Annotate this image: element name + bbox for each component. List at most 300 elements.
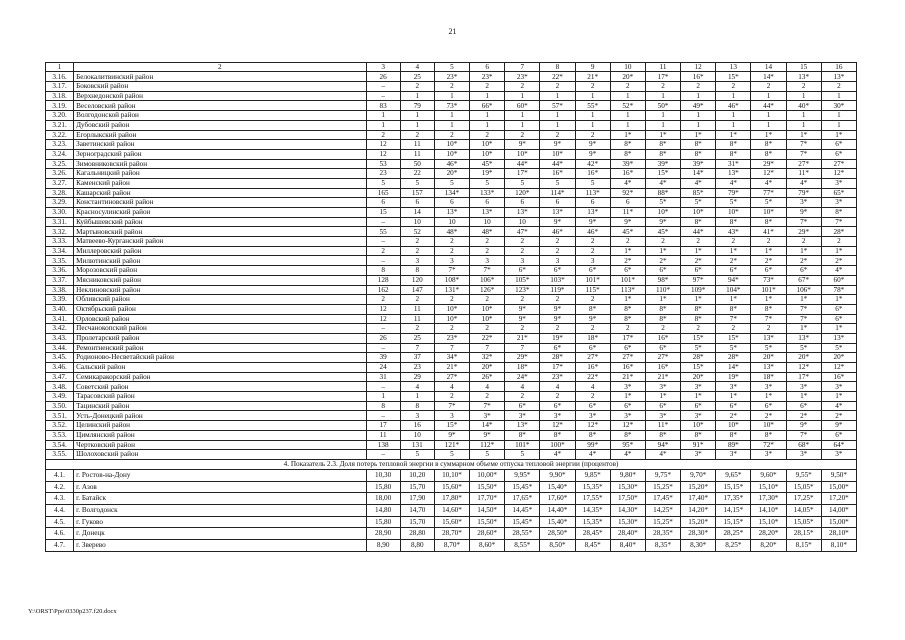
value-cell: 14,20* — [681, 504, 716, 516]
value-cell: 1 — [716, 120, 751, 130]
value-cell: 9,50* — [821, 469, 856, 481]
value-cell: 8,25* — [716, 540, 751, 552]
value-cell: – — [366, 217, 400, 227]
table-row — [46, 528, 857, 540]
value-cell: 28,55* — [505, 528, 540, 540]
value-cell: 6 — [575, 198, 610, 208]
value-cell: 12 — [681, 63, 716, 72]
value-cell: 44* — [681, 227, 716, 237]
value-cell: 16* — [610, 169, 645, 179]
value-cell: 8 — [540, 63, 575, 72]
value-cell: 2 — [400, 82, 434, 92]
value-cell: 5 — [470, 450, 505, 460]
value-cell: 3* — [610, 411, 645, 421]
value-cell: 3* — [681, 382, 716, 392]
row-number-cell: 3.34. — [46, 246, 74, 256]
table-row — [46, 130, 857, 140]
value-cell: 8,35* — [645, 540, 680, 552]
value-cell: 28,40* — [610, 528, 645, 540]
value-cell: 8* — [716, 217, 751, 227]
row-number-cell: 3.41. — [46, 314, 74, 324]
value-cell: 14* — [470, 421, 505, 431]
value-cell: 10,00* — [470, 469, 505, 481]
value-cell: 3 — [400, 411, 434, 421]
value-cell: 8* — [610, 304, 645, 314]
value-cell: 15,00* — [821, 516, 856, 528]
row-number-cell: 3.24. — [46, 149, 74, 159]
value-cell: 44* — [505, 159, 540, 169]
row-number-cell: 3.35. — [46, 256, 74, 266]
row-number-cell: 4.5. — [46, 516, 74, 528]
value-cell: 2* — [645, 256, 680, 266]
value-cell: 8,55* — [505, 540, 540, 552]
name-cell: Белокалитвинский район — [74, 72, 366, 82]
value-cell: 2 — [434, 237, 469, 247]
name-cell: Мартыновский район — [74, 227, 366, 237]
value-cell: 6* — [786, 401, 821, 411]
value-cell: 13* — [505, 421, 540, 431]
value-cell: 43* — [716, 227, 751, 237]
value-cell: 15,60* — [434, 516, 469, 528]
table-row — [46, 217, 857, 227]
value-cell: 12 — [366, 304, 400, 314]
value-cell: 44* — [540, 159, 575, 169]
value-cell: 114* — [540, 188, 575, 198]
value-cell: 16* — [821, 372, 856, 382]
value-cell: 26 — [366, 333, 400, 343]
value-cell: 6* — [821, 430, 856, 440]
value-cell: 2 — [575, 392, 610, 402]
value-cell: 2 — [681, 82, 716, 92]
value-cell: 5 — [470, 178, 505, 188]
value-cell: 27* — [821, 159, 856, 169]
value-cell: 4 — [400, 382, 434, 392]
value-cell: 60* — [821, 275, 856, 285]
value-cell: 7 — [400, 343, 434, 353]
value-cell: 1 — [575, 120, 610, 130]
value-cell: 20* — [786, 353, 821, 363]
value-cell: 8* — [716, 149, 751, 159]
table-row — [46, 237, 857, 247]
table-row — [46, 295, 857, 305]
table-row — [46, 111, 857, 121]
value-cell: 49* — [681, 101, 716, 111]
value-cell: 2 — [540, 324, 575, 334]
name-cell: г. Батайск — [74, 493, 366, 505]
name-cell: Пролетарский район — [74, 333, 366, 343]
value-cell: 29* — [786, 227, 821, 237]
value-cell: 77* — [751, 188, 786, 198]
value-cell: 16 — [821, 63, 856, 72]
row-number-cell: 3.36. — [46, 266, 74, 276]
row-number-cell: 3.25. — [46, 159, 74, 169]
table-row — [46, 227, 857, 237]
value-cell: 8* — [716, 140, 751, 150]
name-cell: Тарасовский район — [74, 392, 366, 402]
value-cell: 15,35* — [575, 481, 610, 493]
value-cell: 20* — [434, 169, 469, 179]
value-cell: 6* — [681, 266, 716, 276]
value-cell: 1* — [610, 130, 645, 140]
value-cell: 2 — [751, 82, 786, 92]
indicators-table — [45, 62, 857, 552]
value-cell: 1 — [821, 120, 856, 130]
value-cell: 32* — [470, 353, 505, 363]
row-number-cell: 3.31. — [46, 217, 74, 227]
value-cell: 2 — [366, 295, 400, 305]
value-cell: 20* — [751, 353, 786, 363]
value-cell: 2 — [575, 130, 610, 140]
value-cell: 12 — [366, 149, 400, 159]
value-cell: 3* — [786, 198, 821, 208]
value-cell: 8* — [645, 304, 680, 314]
value-cell: 12* — [751, 169, 786, 179]
value-cell: 6* — [681, 401, 716, 411]
value-cell: 1 — [575, 111, 610, 121]
name-cell: Кагальницкий район — [74, 169, 366, 179]
value-cell: 24* — [505, 372, 540, 382]
name-cell: Красносулинский район — [74, 208, 366, 218]
value-cell: 4* — [821, 401, 856, 411]
value-cell: 6* — [505, 401, 540, 411]
value-cell: 2 — [575, 324, 610, 334]
value-cell: 8* — [681, 217, 716, 227]
value-cell: 1 — [610, 120, 645, 130]
value-cell: 46* — [716, 101, 751, 111]
value-cell: 20* — [470, 363, 505, 373]
value-cell: 112* — [470, 440, 505, 450]
value-cell: 13* — [821, 333, 856, 343]
value-cell: 1 — [540, 111, 575, 121]
value-cell: 18,00 — [366, 493, 400, 505]
value-cell: 1 — [645, 91, 680, 101]
value-cell: 2 — [505, 246, 540, 256]
value-cell: 15,35* — [575, 516, 610, 528]
table-row — [46, 440, 857, 450]
value-cell: 73* — [434, 101, 469, 111]
value-cell: 10 — [400, 430, 434, 440]
value-cell: 28,80 — [400, 528, 434, 540]
value-cell: 7* — [751, 314, 786, 324]
table-body — [46, 63, 857, 552]
value-cell: 10* — [434, 140, 469, 150]
value-cell: 15* — [716, 72, 751, 82]
row-number-cell: 3.21. — [46, 120, 74, 130]
value-cell: 2 — [575, 82, 610, 92]
table-row — [46, 333, 857, 343]
value-cell: 25 — [400, 333, 434, 343]
name-cell: Егорлыкский район — [74, 130, 366, 140]
value-cell: 1 — [821, 111, 856, 121]
value-cell: 101* — [505, 440, 540, 450]
value-cell: 15,05* — [786, 481, 821, 493]
value-cell: 46* — [540, 227, 575, 237]
value-cell: 55 — [366, 227, 400, 237]
value-cell: 8* — [821, 208, 856, 218]
name-cell: г. Донецк — [74, 528, 366, 540]
value-cell: 10* — [434, 314, 469, 324]
value-cell: 8* — [716, 430, 751, 440]
value-cell: 10,10* — [434, 469, 469, 481]
value-cell: 11 — [400, 149, 434, 159]
value-cell: 9* — [505, 314, 540, 324]
value-cell: 2 — [681, 324, 716, 334]
value-cell: 15* — [681, 363, 716, 373]
value-cell: 24 — [366, 363, 400, 373]
value-cell: 15,50* — [470, 481, 505, 493]
value-cell: 3* — [575, 411, 610, 421]
value-cell: 2* — [751, 256, 786, 266]
value-cell: 47* — [505, 227, 540, 237]
value-cell: 2 — [434, 246, 469, 256]
value-cell: 8,30* — [681, 540, 716, 552]
value-cell: 39 — [366, 353, 400, 363]
value-cell: 14* — [751, 72, 786, 82]
table-row — [46, 504, 857, 516]
value-cell: 1 — [645, 111, 680, 121]
table-row — [46, 493, 857, 505]
value-cell: 4* — [645, 450, 680, 460]
value-cell: 2 — [645, 237, 680, 247]
value-cell: 1 — [751, 120, 786, 130]
value-cell: 138 — [366, 440, 400, 450]
value-cell: 1 — [434, 111, 469, 121]
value-cell: 3* — [540, 411, 575, 421]
value-cell: 3* — [645, 411, 680, 421]
table-row — [46, 198, 857, 208]
name-cell: Обливский район — [74, 295, 366, 305]
value-cell: 8* — [751, 149, 786, 159]
value-cell: 1 — [434, 120, 469, 130]
value-cell: 18* — [751, 372, 786, 382]
value-cell: 10 — [505, 217, 540, 227]
value-cell: 27* — [645, 353, 680, 363]
table-row — [46, 72, 857, 82]
document-path: Y:\ORST\Ppo\0330p237.f20.docx — [28, 608, 117, 615]
value-cell: 8* — [505, 430, 540, 440]
value-cell: 67* — [786, 275, 821, 285]
value-cell: 1 — [505, 91, 540, 101]
value-cell: 10,20 — [400, 469, 434, 481]
value-cell: 6* — [505, 266, 540, 276]
value-cell: 8* — [645, 314, 680, 324]
value-cell: 157 — [400, 188, 434, 198]
value-cell: 15,30* — [610, 516, 645, 528]
value-cell: 17,80* — [434, 493, 469, 505]
value-cell: 3 — [540, 256, 575, 266]
value-cell: 11 — [400, 314, 434, 324]
value-cell: 17,45* — [645, 493, 680, 505]
row-number-cell: 4.3. — [46, 493, 74, 505]
row-number-cell: 3.27. — [46, 178, 74, 188]
value-cell: 15,10* — [751, 481, 786, 493]
value-cell: 131* — [434, 285, 469, 295]
value-cell: 15,15* — [716, 481, 751, 493]
value-cell: 105* — [505, 275, 540, 285]
value-cell: 10* — [681, 208, 716, 218]
value-cell: 7* — [786, 304, 821, 314]
value-cell: 1 — [575, 91, 610, 101]
row-number-cell: 3.16. — [46, 72, 74, 82]
value-cell: 2 — [400, 324, 434, 334]
value-cell: 88* — [645, 188, 680, 198]
name-cell: Зерноградский район — [74, 149, 366, 159]
value-cell: 6* — [716, 266, 751, 276]
value-cell: 165 — [366, 188, 400, 198]
value-cell: 1* — [821, 295, 856, 305]
row-number-cell: 3.48. — [46, 382, 74, 392]
table-row — [46, 275, 857, 285]
value-cell: 6 — [434, 198, 469, 208]
value-cell: 6* — [610, 401, 645, 411]
value-cell: 2 — [400, 246, 434, 256]
value-cell: 15,70 — [400, 481, 434, 493]
value-cell: 5* — [681, 343, 716, 353]
value-cell: 5* — [751, 343, 786, 353]
value-cell: 12* — [821, 363, 856, 373]
value-cell: 14,15* — [716, 504, 751, 516]
value-cell: 8,45* — [575, 540, 610, 552]
value-cell: 45* — [470, 159, 505, 169]
value-cell: 7* — [786, 149, 821, 159]
value-cell: 104* — [716, 285, 751, 295]
table-row — [46, 450, 857, 460]
value-cell: 8* — [681, 430, 716, 440]
value-cell: 4* — [610, 178, 645, 188]
name-cell: Усть-Донецкий район — [74, 411, 366, 421]
value-cell: 28,45* — [575, 528, 610, 540]
value-cell: 15,20* — [681, 516, 716, 528]
value-cell: 8* — [610, 140, 645, 150]
value-cell: 7* — [470, 266, 505, 276]
value-cell: 3 — [505, 256, 540, 266]
value-cell: 9,90* — [540, 469, 575, 481]
value-cell: 14,30* — [610, 504, 645, 516]
value-cell: 6* — [821, 314, 856, 324]
value-cell: 10* — [751, 421, 786, 431]
value-cell: 15,25* — [645, 516, 680, 528]
value-cell: 2 — [470, 82, 505, 92]
value-cell: 2 — [470, 130, 505, 140]
table-row — [46, 256, 857, 266]
value-cell: 85* — [681, 188, 716, 198]
name-cell: Милютинский район — [74, 256, 366, 266]
value-cell: 9* — [540, 314, 575, 324]
value-cell: 1 — [366, 392, 400, 402]
table-row — [46, 178, 857, 188]
value-cell: 9* — [540, 140, 575, 150]
value-cell: 15,80 — [366, 516, 400, 528]
value-cell: 1 — [681, 91, 716, 101]
row-number-cell: 3.19. — [46, 101, 74, 111]
value-cell: 22* — [540, 72, 575, 82]
value-cell: 9,70* — [681, 469, 716, 481]
value-cell: 3* — [821, 178, 856, 188]
value-cell: 3* — [786, 382, 821, 392]
value-cell: 2* — [751, 411, 786, 421]
value-cell: 5* — [786, 343, 821, 353]
row-number-cell: 3.26. — [46, 169, 74, 179]
name-cell: г. Зверево — [74, 540, 366, 552]
name-cell: Каменский район — [74, 178, 366, 188]
value-cell: 4* — [645, 178, 680, 188]
value-cell: 13* — [751, 333, 786, 343]
value-cell: 6 — [470, 63, 505, 72]
value-cell: 10* — [434, 149, 469, 159]
row-number-cell: 3.23. — [46, 140, 74, 150]
value-cell: 1* — [645, 295, 680, 305]
value-cell: 1* — [786, 295, 821, 305]
row-number-cell: 3.55. — [46, 450, 74, 460]
value-cell: 3* — [751, 450, 786, 460]
value-cell: 10* — [645, 208, 680, 218]
value-cell: 26 — [366, 72, 400, 82]
value-cell: 16* — [610, 363, 645, 373]
value-cell: 2 — [540, 82, 575, 92]
row-number-cell: 3.28. — [46, 188, 74, 198]
value-cell: 17* — [645, 72, 680, 82]
value-cell: 1 — [716, 91, 751, 101]
value-cell: 20* — [681, 372, 716, 382]
value-cell: 52* — [610, 101, 645, 111]
value-cell: 4* — [821, 266, 856, 276]
value-cell: 8* — [681, 314, 716, 324]
name-cell: Песчанокопский район — [74, 324, 366, 334]
value-cell: 78* — [821, 285, 856, 295]
value-cell: 21* — [610, 372, 645, 382]
value-cell: 9* — [575, 149, 610, 159]
table-row — [46, 285, 857, 295]
value-cell: 39* — [681, 159, 716, 169]
value-cell: 3* — [645, 382, 680, 392]
value-cell: 27* — [610, 353, 645, 363]
value-cell: 9,85* — [575, 469, 610, 481]
value-cell: 2 — [400, 130, 434, 140]
value-cell: 4 — [505, 382, 540, 392]
value-cell: 5 — [400, 178, 434, 188]
value-cell: 8,40* — [610, 540, 645, 552]
value-cell: 1 — [400, 91, 434, 101]
value-cell: 5* — [751, 198, 786, 208]
value-cell: 8 — [400, 401, 434, 411]
value-cell: 2 — [434, 392, 469, 402]
table-row — [46, 188, 857, 198]
value-cell: 1* — [751, 246, 786, 256]
value-cell: 100* — [540, 440, 575, 450]
value-cell: 94* — [645, 440, 680, 450]
value-cell: 5* — [821, 343, 856, 353]
value-cell: 120 — [400, 275, 434, 285]
value-cell: 16* — [645, 333, 680, 343]
value-cell: – — [366, 324, 400, 334]
value-cell: 13* — [786, 72, 821, 82]
value-cell: 27* — [434, 372, 469, 382]
name-cell: Волгодонской район — [74, 111, 366, 121]
value-cell: 9* — [505, 304, 540, 314]
value-cell: 17* — [505, 169, 540, 179]
value-cell: 17,25* — [786, 493, 821, 505]
value-cell: 1 — [786, 91, 821, 101]
value-cell: 15,50* — [470, 516, 505, 528]
value-cell: 2 — [400, 237, 434, 247]
value-cell: 2* — [821, 411, 856, 421]
value-cell: 10 — [470, 217, 505, 227]
value-cell: 9* — [821, 421, 856, 431]
value-cell: 14* — [716, 363, 751, 373]
value-cell: 5 — [575, 178, 610, 188]
value-cell: 17* — [610, 333, 645, 343]
value-cell: 52 — [400, 227, 434, 237]
